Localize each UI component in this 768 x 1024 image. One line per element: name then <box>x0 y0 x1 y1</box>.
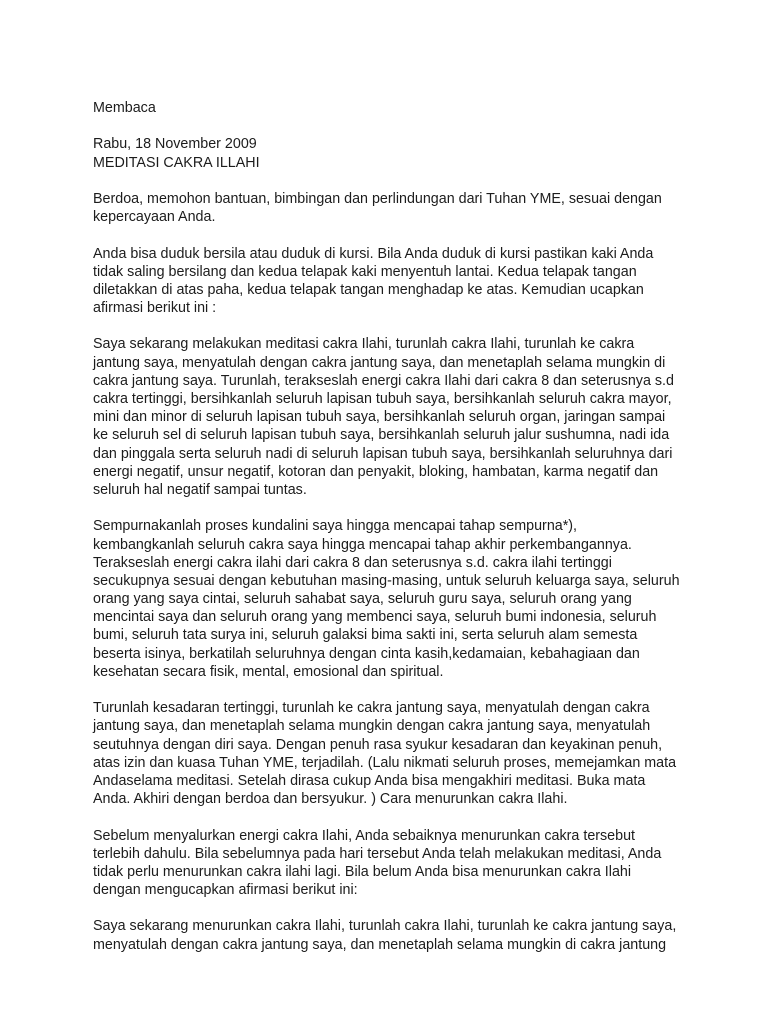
paragraph-line: kepercayaan Anda. <box>93 209 216 226</box>
paragraph-line: Turunlah kesadaran tertinggi, turunlah ke cakra jantung saya, menyatulah dengan cakra <box>93 700 650 717</box>
paragraph-line: afirmasi berikut ini : <box>93 300 217 317</box>
paragraph-line: Terakseslah energi cakra ilahi dari cakra 8 dan seterusnya s.d. cakra ilahi tertinggi <box>93 554 612 571</box>
spacer <box>93 499 693 517</box>
paragraph-line: tidak perlu menurunkan cakra ilahi lagi. Bila belum Anda bisa menurunkan cakra Ilahi <box>93 863 632 880</box>
paragraph-line: dengan mengucapkan afirmasi berikut ini: <box>93 882 358 899</box>
paragraph-posture <box>93 245 693 318</box>
spacer <box>93 117 693 135</box>
paragraph-line: jantung saya, dan menetaplah selama mungkin dengan cakra jantung saya, menyatulah <box>93 718 651 735</box>
paragraph-line: atas izin dan kuasa Tuhan YME, terjadilah. (Lalu nikmati seluruh proses, memejamkan mata <box>93 754 677 771</box>
paragraph-line: orang yang saya cintai, seluruh sahabat saya, seluruh guru saya, seluruh orang yang <box>93 591 632 608</box>
paragraph-line: secukupnya sesuai dengan kebutuhan masing-masing, untuk seluruh keluarga saya, seluruh <box>93 572 680 589</box>
spacer <box>93 808 693 826</box>
spacer <box>93 317 693 335</box>
paragraph-consciousness <box>93 699 693 808</box>
paragraph-line: Saya sekarang melakukan meditasi cakra Ilahi, turunlah cakra Ilahi, turunlah ke cakra <box>93 336 635 353</box>
document-date: Rabu, 18 November 2009 <box>93 136 257 153</box>
paragraph-line: beserta isinya, berkatilah seluruhnya dengan cinta kasih,kedamaian, kebahagiaan dan <box>93 645 640 662</box>
paragraph-line: bumi, seluruh tata surya ini, seluruh galaksi bima sakti ini, serta seluruh alam semesta <box>93 627 638 644</box>
paragraph-line: seluruh hal negatif sampai tuntas. <box>93 481 307 498</box>
paragraph-line: cakra jantung saya. Turunlah, terakseslah energi cakra Ilahi dari cakra 8 dan seterusnya s.d <box>93 372 674 389</box>
paragraph-affirmation-1 <box>93 335 693 499</box>
paragraph-before-channeling <box>93 827 693 900</box>
paragraph-line: Anda bisa duduk bersila atau duduk di kursi. Bila Anda duduk di kursi pastikan kaki Anda <box>93 245 654 262</box>
spacer <box>93 226 693 244</box>
paragraph-line: Andaselama meditasi. Setelah dirasa cukup Anda bisa mengakhiri meditasi. Buka mata <box>93 772 646 789</box>
paragraph-line: kesehatan secara fisik, mental, emosional dan spiritual. <box>93 663 444 680</box>
paragraph-line: seutuhnya dengan diri saya. Dengan penuh rasa syukur kesadaran dan keyakinan penuh, <box>93 736 663 753</box>
paragraph-line: Berdoa, memohon bantuan, bimbingan dan perlindungan dari Tuhan YME, sesuai dengan <box>93 190 662 207</box>
document-title: MEDITASI CAKRA ILLAHI <box>93 154 260 171</box>
paragraph-line: menyatulah dengan cakra jantung saya, dan menetaplah selama mungkin di cakra jantung <box>93 936 667 953</box>
spacer <box>93 681 693 699</box>
spacer <box>93 899 693 917</box>
document-body <box>93 99 693 954</box>
paragraph-line: tidak saling bersilang dan kedua telapak kaki menyentuh lantai. Kedua telapak tangan <box>93 263 637 280</box>
paragraph-line: Sempurnakanlah proses kundalini saya hingga mencapai tahap sempurna*), <box>93 518 578 535</box>
spacer <box>93 172 693 190</box>
paragraph-line: energi negatif, unsur negatif, kotoran dan penyakit, bloking, hambatan, karma negatif dan <box>93 463 659 480</box>
paragraph-line: mini dan minor di seluruh lapisan tubuh saya, bersihkanlah seluruh organ, jaringan sampai <box>93 409 666 426</box>
paragraph-line: terlebih dahulu. Bila sebelumnya pada hari tersebut Anda telah melakukan meditasi, Anda <box>93 845 662 862</box>
section-label: Membaca <box>93 100 156 116</box>
paragraph-line: dan pinggala serta seluruh nadi di seluruh lapisan tubuh saya, bersihkanlah seluruhnya dari <box>93 445 673 462</box>
paragraph-line: jantung saya, menyatulah dengan cakra jantung saya, dan menetaplah selama mungkin di <box>93 354 666 371</box>
paragraph-line: Sebelum menyalurkan energi cakra Ilahi, Anda sebaiknya menurunkan cakra tersebut <box>93 827 636 844</box>
paragraph-line: ke seluruh sel di seluruh lapisan tubuh saya, bersihkanlah seluruh jalur sushumna, nadi ida <box>93 427 670 444</box>
paragraph-kundalini <box>93 517 693 681</box>
paragraph-line: Anda. Akhiri dengan berdoa dan bersyukur. ) Cara menurunkan cakra Ilahi. <box>93 791 568 808</box>
paragraph-line: cakra tertinggi, bersihkanlah seluruh lapisan tubuh saya, bersihkanlah seluruh cakra mayor, <box>93 391 672 407</box>
paragraph-line: Saya sekarang menurunkan cakra Ilahi, turunlah cakra Ilahi, turunlah ke cakra jantung saya, <box>93 918 677 935</box>
paragraph-line: mencintai saya dan seluruh orang yang membenci saya, seluruh bumi indonesia, seluruh <box>93 609 657 626</box>
paragraph-affirmation-2 <box>93 917 693 953</box>
paragraph-line: diletakkan di atas paha, kedua telapak tangan menghadap ke atas. Kemudian ucapkan <box>93 281 644 298</box>
paragraph-prayer <box>93 190 693 226</box>
paragraph-line: kembangkanlah seluruh cakra saya hingga mencapai tahap akhir perkembangannya. <box>93 536 632 553</box>
